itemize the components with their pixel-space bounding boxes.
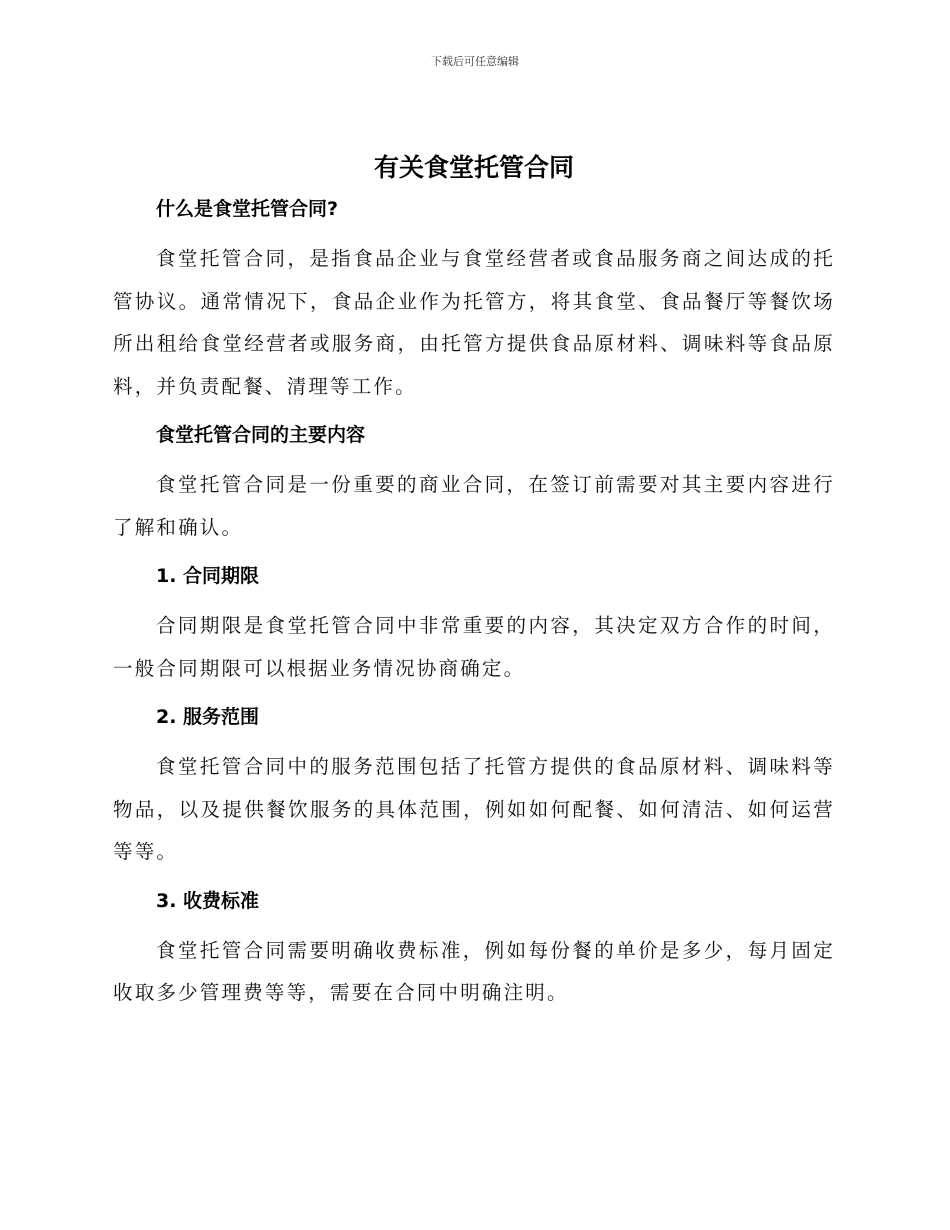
section-heading: 3. 收费标准: [156, 889, 260, 912]
page-header-note: 下载后可任意编辑: [431, 55, 519, 68]
section-heading: 食堂托管合同的主要内容: [156, 424, 366, 446]
section-contract-term: [113, 561, 835, 690]
section-what-is: [113, 194, 835, 408]
document-title: 有关食堂托管合同: [373, 153, 574, 182]
section-paragraph: 食堂托管合同需要明确收费标准，例如每份餐的单价是多少，每月固定收取多少管理费等等，需要在合同中明确注明。: [113, 938, 835, 1004]
section-heading: 什么是食堂托管合同?: [156, 198, 339, 220]
section-heading: 2. 服务范围: [156, 706, 260, 728]
section-paragraph: 食堂托管合同，是指食品企业与食堂经营者或食品服务商之间达成的托管协议。通常情况下，食品企业作为托管方，将其食堂、食品餐厅等餐饮场所出租给食堂经营者或服务商，由托管方提供食品原材料、调味料等食品原料，并负责配餐、清理等工作。: [113, 247, 835, 398]
section-paragraph: 食堂托管合同中的服务范围包括了托管方提供的食品原材料、调味料等物品，以及提供餐饮服务的具体范围，例如如何配餐、如何清洁、如何运营等等。: [113, 755, 835, 863]
section-paragraph: 食堂托管合同是一份重要的商业合同，在签订前需要对其主要内容进行了解和确认。: [113, 473, 835, 539]
section-heading: 1. 合同期限: [156, 565, 260, 587]
section-paragraph: 合同期限是食堂托管合同中非常重要的内容，其决定双方合作的时间，一般合同期限可以根据业务情况协商确定。: [113, 614, 835, 680]
section-service-scope: [113, 702, 835, 874]
section-main-content: [113, 420, 835, 549]
document-body: [113, 148, 835, 1027]
section-fee-standard: [113, 886, 835, 1015]
